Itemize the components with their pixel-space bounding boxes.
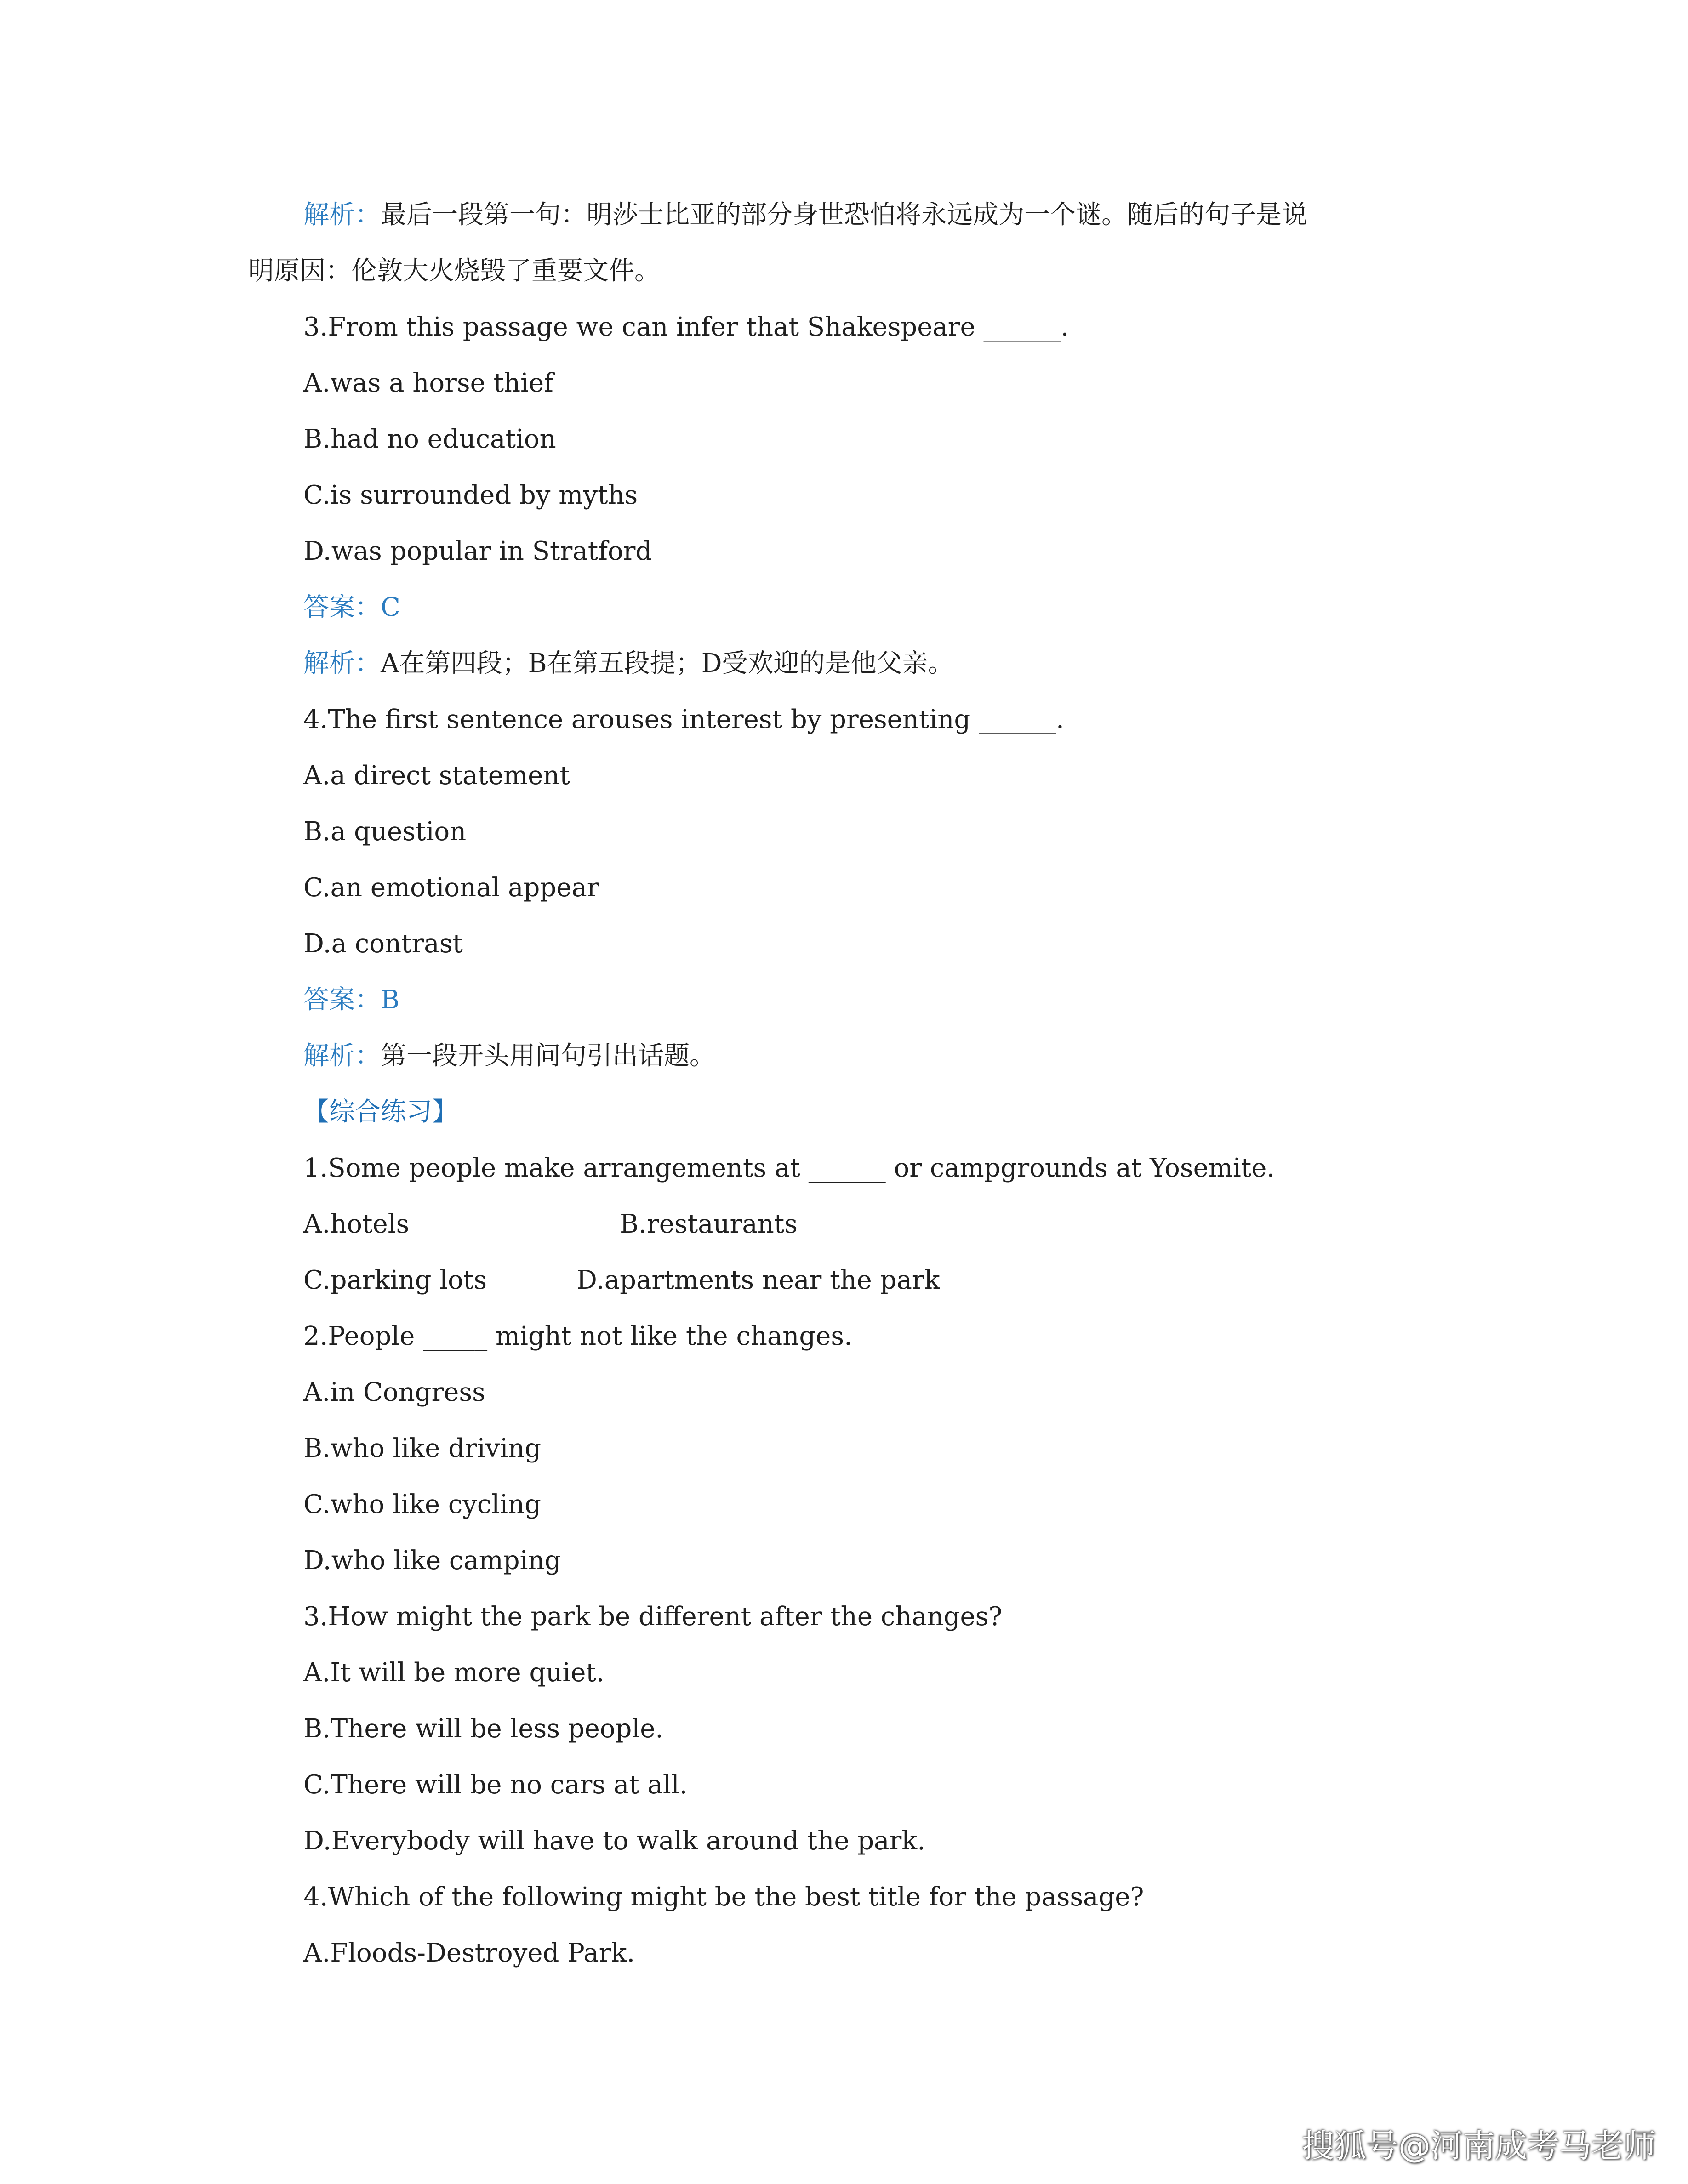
answer-label: 答案：: [303, 985, 381, 1015]
q4-option-c: C.an emotional appear: [303, 873, 599, 903]
q4-option-a: A.a direct statement: [303, 761, 570, 791]
ex2-option-b: B.who like driving: [303, 1433, 542, 1463]
q4-answer: [303, 982, 399, 1018]
analysis-text: 最后一段第一句：明莎士比亚的部分身世恐怕将永远成为一个谜。随后的句子是说: [381, 200, 1307, 230]
q4-option-d: D.a contrast: [303, 929, 463, 959]
analysis-text: 第一段开头用问句引出话题。: [381, 1041, 715, 1071]
analysis-line: [303, 197, 1307, 233]
ex3-option-b: B.There will be less people.: [303, 1714, 664, 1744]
answer-value: C: [381, 592, 400, 622]
q4-analysis: [303, 1038, 715, 1075]
ex1-option-a: A.hotels: [303, 1209, 410, 1239]
ex1-option-c: C.parking lots: [303, 1265, 487, 1295]
ex1-option-b: B.restaurants: [620, 1209, 798, 1239]
ex3-option-c: C.There will be no cars at all.: [303, 1770, 688, 1800]
q3-option-c: C.is surrounded by myths: [303, 480, 638, 510]
answer-value: B: [381, 985, 400, 1015]
question-3-stem: 3.From this passage we can infer that Shakespeare ______.: [303, 312, 1069, 342]
analysis-label: 解析：: [303, 200, 381, 230]
answer-label: 答案：: [303, 592, 381, 622]
q3-analysis: [303, 645, 954, 682]
ex2-option-a: A.in Congress: [303, 1377, 485, 1407]
exercise-3-stem: 3.How might the park be different after the changes?: [303, 1602, 1003, 1632]
analysis-label: 解析：: [303, 1041, 381, 1071]
ex2-option-d: D.who like camping: [303, 1546, 561, 1575]
q3-option-d: D.was popular in Stratford: [303, 536, 652, 566]
ex4-option-a: A.Floods-Destroyed Park.: [303, 1938, 635, 1968]
exercise-1-stem: 1.Some people make arrangements at ______ or campgrounds at Yosemite.: [303, 1153, 1275, 1183]
section-title: 【综合练习】: [303, 1097, 458, 1127]
exercise-2-stem: 2.People _____ might not like the changes.: [303, 1321, 852, 1351]
analysis-text: A在第四段；B在第五段提；D受欢迎的是他父亲。: [381, 648, 954, 678]
q3-option-a: A.was a horse thief: [303, 368, 553, 398]
ex3-option-d: D.Everybody will have to walk around the park.: [303, 1826, 925, 1856]
watermark: 搜狐号@河南成考马老师: [1302, 2127, 1656, 2165]
analysis-label: 解析：: [303, 648, 381, 678]
question-4-stem: 4.The first sentence arouses interest by presenting ______.: [303, 705, 1064, 734]
analysis-continuation: 明原因：伦敦大火烧毁了重要文件。: [248, 256, 660, 286]
ex1-option-d: D.apartments near the park: [576, 1265, 940, 1295]
q4-option-b: B.a question: [303, 817, 467, 847]
ex2-option-c: C.who like cycling: [303, 1490, 541, 1519]
q3-option-b: B.had no education: [303, 424, 556, 454]
ex3-option-a: A.It will be more quiet.: [303, 1658, 604, 1688]
q3-answer: [303, 589, 400, 626]
exercise-4-stem: 4.Which of the following might be the best title for the passage?: [303, 1882, 1144, 1912]
